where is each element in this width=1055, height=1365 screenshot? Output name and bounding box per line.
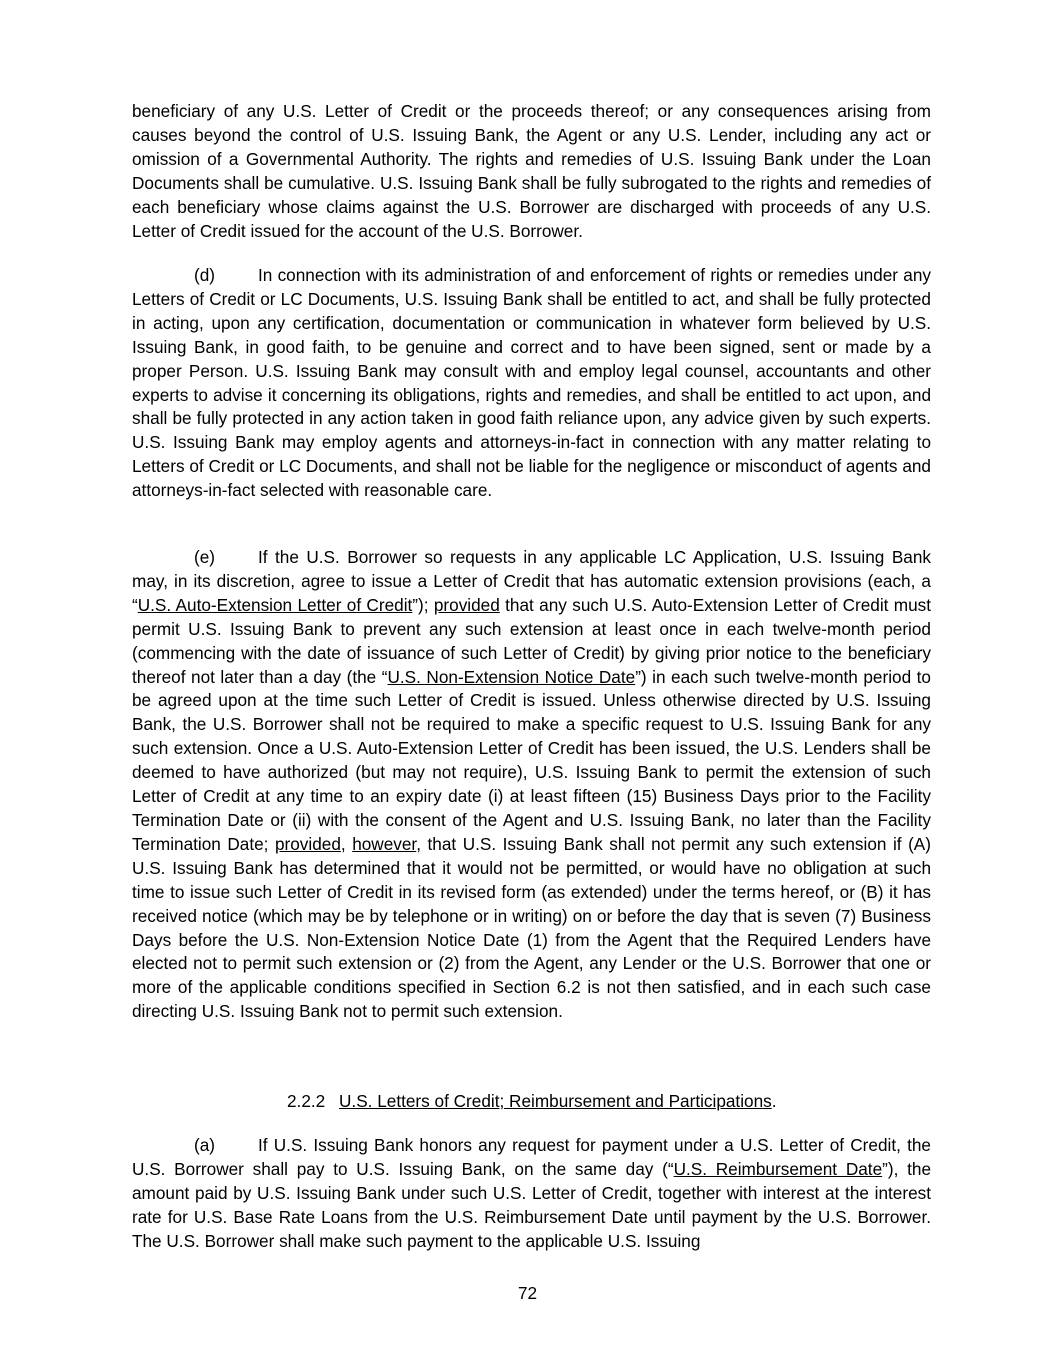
proviso-term: provided bbox=[433, 594, 500, 615]
defined-term: U.S. Auto-Extension Letter of Credit bbox=[137, 594, 413, 615]
section-title-suffix: . bbox=[771, 1091, 777, 1111]
section-title: U.S. Letters of Credit; Reimbursement and Participations bbox=[339, 1091, 772, 1111]
proviso-term: however bbox=[352, 833, 417, 854]
paragraph-label: (a) bbox=[194, 1135, 216, 1155]
paragraph-text: ”) in each such twelve-month period to be agreed upon at the time such Letter of Credit is issued. Unless otherwise directed by U.S. Issuing Bank, the U.S. Borrower shall not be required to make a specific request to U.S. Issuing Bank for any such extension. Once a U.S. Auto-Extension Letter of Credit has been issued, the U.S. Lenders shall be deemed to have authorized (but may not require), U.S. Issuing Bank to permit the extension of such Letter of Credit at any time to an expiry date (i) at least fifteen (15) Business Days prior to the Facility Termination Date or (ii) with the consent of the Agent and U.S. Issuing Bank, no later than the Facility Termination Date; bbox=[132, 666, 931, 854]
paragraph-e bbox=[132, 546, 931, 1024]
paragraph-label: (d) bbox=[194, 265, 216, 285]
paragraph-text: that any such U.S. Auto-Extension Letter of Credit must permit U.S. Issuing Bank to prevent any such extension at least once in each twelve-month period (commencing with the date of issuance of such Letter of Credit) by giving prior notice to the beneficiary thereof not later than a day (the “ bbox=[132, 594, 932, 687]
paragraph-text: , that U.S. Issuing Bank shall not permit any such extension if (A) U.S. Issuing Bank has determined that it would not be permitted, or would have no obligation at such time to issue such Letter of Credit in its revised form (as extended) under the terms hereof, or (B) it has received notice (which may be by telephone or in writing) on or before the day that is seven (7) Business Days before the U.S. Non-Extension Notice Date (1) from the Agent that the Required Lenders have elected not to permit such extension or (2) from the Agent, any Lender or the U.S. Borrower that one or more of the applicable conditions specified in Section 6.2 is not then satisfied, and in each such case directing U.S. Issuing Bank not to permit such extension. bbox=[132, 833, 931, 1022]
paragraph-text: In connection with its administration of and enforcement of rights or remedies under any Letters of Credit or LC Documents, U.S. Issuing Bank shall be entitled to act, and shall be fully protected in acting, upon any certification, documentation or communication in whatever form believed by U.S. Issuing Bank, in good faith, to be genuine and correct and to have been signed, sent or made by a proper Person. U.S. Issuing Bank may consult with and employ legal counsel, accountants and other experts to advise it concerning its obligations, rights and remedies, and shall be entitled to act upon, and shall be fully protected in any action taken in good faith reliance upon, any advice given by such experts. U.S. Issuing Bank may employ agents and attorneys-in-fact in connection with any matter relating to Letters of Credit or LC Documents, and shall not be liable for the negligence or misconduct of agents and attorneys-in-fact selected with reasonable care. bbox=[132, 265, 931, 501]
defined-term: U.S. Non-Extension Notice Date bbox=[387, 666, 636, 687]
defined-term: U.S. Reimbursement Date bbox=[673, 1158, 883, 1179]
section-heading bbox=[287, 1090, 777, 1114]
paragraph-a bbox=[132, 1134, 931, 1254]
section-number: 2.2.2 bbox=[287, 1091, 326, 1111]
paragraph-text: , bbox=[340, 833, 353, 854]
paragraph-text: If the U.S. Borrower so requests in any applicable LC Application, U.S. Issuing Bank may, in its discretion, agree to issue a Letter of Credit that has automatic extension provisions (each, a “ bbox=[132, 547, 931, 615]
paragraph-d bbox=[132, 264, 931, 503]
paragraph-c-continuation: beneficiary of any U.S. Letter of Credit or the proceeds thereof; or any consequences arising from causes beyond the control of U.S. Issuing Bank, the Agent or any U.S. Lender, including any act or omission of a Governmental Authority. The rights and remedies of U.S. Issuing Bank under the Loan Documents shall be cumulative. U.S. Issuing Bank shall be fully subrogated to the rights and remedies of each beneficiary whose claims against the U.S. Borrower are discharged with proceeds of any U.S. Letter of Credit issued for the account of the U.S. Borrower. bbox=[132, 101, 931, 241]
paragraph-text: If U.S. Issuing Bank honors any request for payment under a U.S. Letter of Credit, the U.S. Borrower shall pay to U.S. Issuing Bank, on the same day (“ bbox=[132, 1135, 931, 1179]
paragraph-label: (e) bbox=[194, 547, 216, 567]
paragraph-text: ”); bbox=[412, 594, 434, 615]
page-number: 72 bbox=[517, 1283, 538, 1303]
proviso-term: provided bbox=[274, 833, 341, 854]
paragraph-text: ”), the amount paid by U.S. Issuing Bank under such U.S. Letter of Credit, together with interest at the interest rate for U.S. Base Rate Loans from the U.S. Reimbursement Date until payment by the U.S. Borrower. The U.S. Borrower shall make such payment to the applicable U.S. Issuing bbox=[132, 1158, 932, 1251]
